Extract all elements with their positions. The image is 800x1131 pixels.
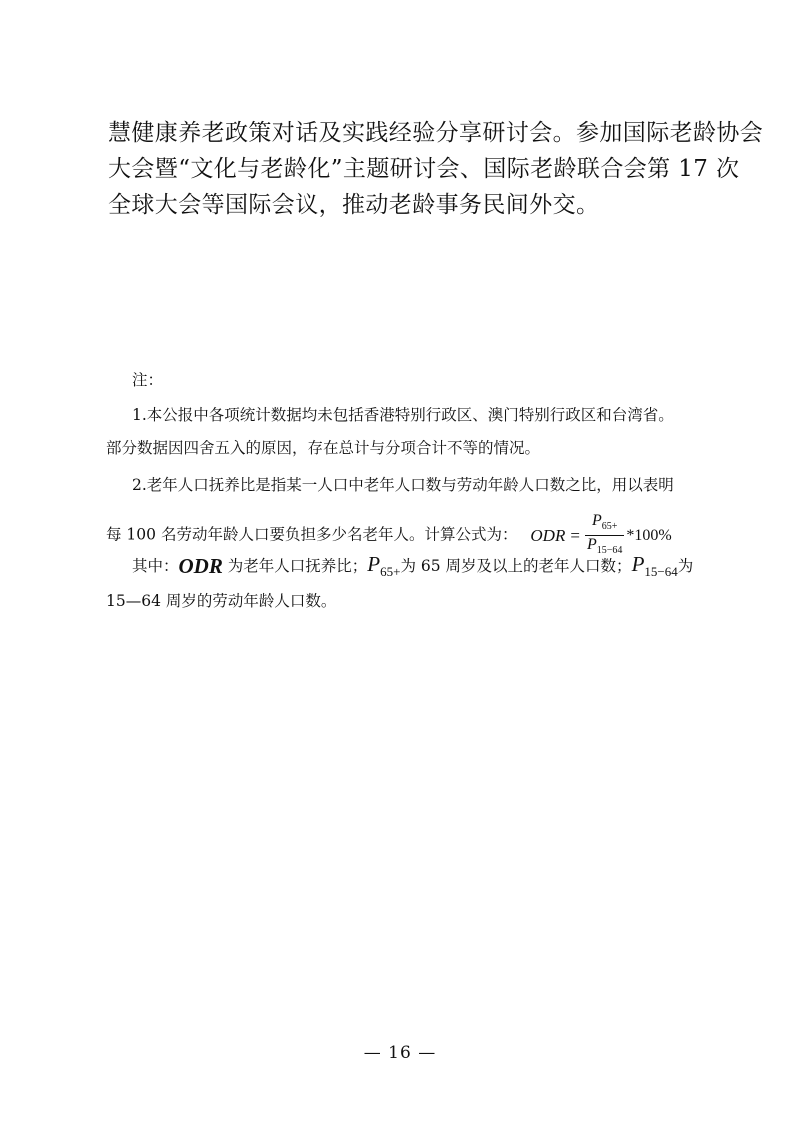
page-number: — 16 — bbox=[363, 1043, 437, 1063]
formula-equals: = bbox=[570, 525, 580, 545]
note-2-line-4: 15—64 周岁的劳动年龄人口数。 bbox=[106, 592, 337, 610]
formula-lhs: ODR bbox=[530, 525, 566, 545]
formula-denominator: $P_{15-64}$ bbox=[586, 536, 623, 557]
p15-64-symbol: $P_{15-64}$ bbox=[631, 552, 678, 580]
note-2-line-3-mid1: 为老年人口抚养比； bbox=[222, 557, 368, 575]
notes-heading: 注： bbox=[132, 371, 164, 389]
note-1-line-2: 部分数据因四舍五入的原因，存在总计与分项合计不等的情况。 bbox=[106, 439, 541, 457]
note-2-line-3-end: 为 bbox=[677, 557, 694, 575]
note-2-line-3-mid2: 为 65 周岁及以上的老年人口数； bbox=[400, 557, 632, 575]
note-2-line-3-prefix: 其中： bbox=[132, 557, 179, 575]
note-2-line-2-text: 每 100 名劳动年龄人口要负担多少名老年人。计算公式为： bbox=[106, 525, 518, 544]
formula-multiplier: *100% bbox=[626, 526, 672, 544]
note-2-line-3 bbox=[132, 553, 693, 583]
paragraph-line-3: 全球大会等国际会议，推动老龄事务民间外交。 bbox=[108, 192, 600, 218]
formula-numerator: $P_{65+}$ bbox=[591, 512, 618, 533]
paragraph-line-1: 慧健康养老政策对话及实践经验分享研讨会。参加国际老龄协会 bbox=[108, 120, 764, 146]
note-2-line-1: 2.老年人口抚养比是指某一人口中老年人口数与劳动年龄人口数之比，用以表明 bbox=[132, 476, 674, 494]
note-1-line-1: 1.本公报中各项统计数据均未包括香港特别行政区、澳门特别行政区和台湾省。 bbox=[132, 406, 674, 424]
odr-symbol: ODR bbox=[178, 554, 223, 578]
p65-symbol: $P_{65+}$ bbox=[367, 552, 401, 580]
paragraph-line-2: 大会暨“文化与老龄化”主题研讨会、国际老龄联合会第 17 次 bbox=[108, 156, 740, 182]
